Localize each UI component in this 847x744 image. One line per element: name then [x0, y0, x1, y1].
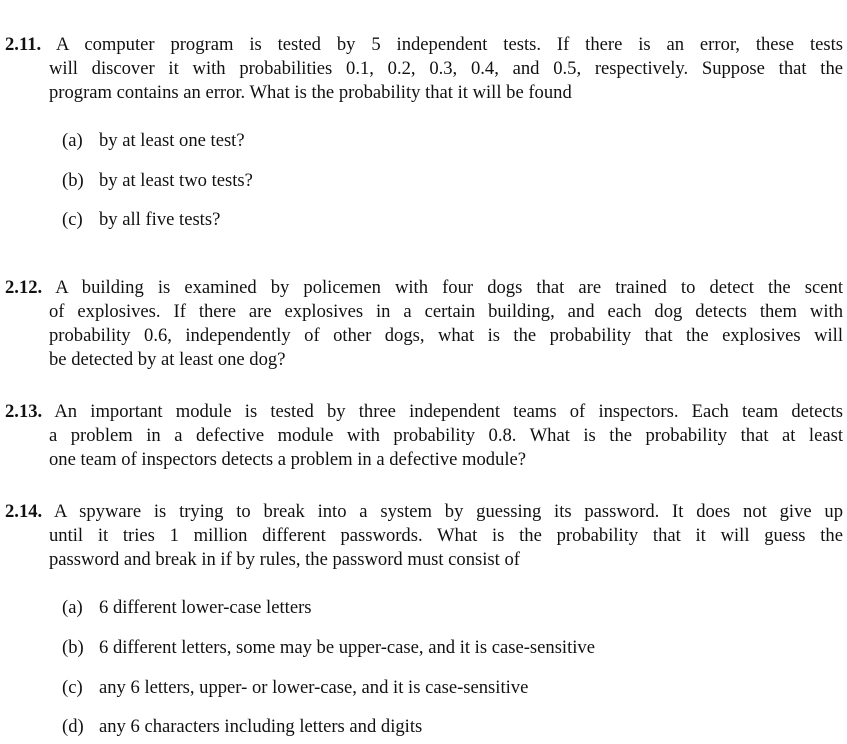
part-label: (b)	[62, 170, 84, 191]
part-label: (d)	[62, 716, 84, 737]
problem-line: be detected by at least one dog?	[49, 349, 286, 370]
part-text: 6 different lower-case letters	[99, 597, 312, 618]
problem-2-11	[5, 33, 843, 105]
part-a	[62, 597, 312, 619]
problem-line: of explosives. If there are explosives in a certain building, and each dog detects them with	[49, 301, 843, 322]
problem-text: A building is examined by policemen with four dogs that are trained to detect the scent	[55, 277, 843, 298]
problem-number: 2.11.	[5, 34, 42, 55]
problem-line	[5, 276, 843, 300]
problem-2-12	[5, 276, 843, 372]
problem-line	[5, 500, 843, 524]
part-text: by at least one test?	[99, 130, 245, 151]
problem-line: program contains an error. What is the probability that it will be found	[49, 82, 572, 103]
problem-text: A computer program is tested by 5 independent tests. If there is an error, these tests	[56, 34, 843, 55]
part-label: (b)	[62, 637, 84, 658]
part-c	[62, 677, 528, 699]
problem-number: 2.13.	[5, 401, 43, 422]
part-c	[62, 209, 220, 231]
part-text: by at least two tests?	[99, 170, 253, 191]
problem-line	[5, 400, 843, 424]
problem-number: 2.14.	[5, 501, 43, 522]
problem-2-14	[5, 500, 843, 572]
part-text: 6 different letters, some may be upper-case, and it is case-sensitive	[99, 637, 595, 658]
problem-number: 2.12.	[5, 277, 43, 298]
problem-line: one team of inspectors detects a problem in a defective module?	[49, 449, 527, 470]
part-label: (a)	[62, 597, 83, 618]
problem-text: A spyware is trying to break into a system by guessing its password. It does not give up	[53, 501, 843, 522]
part-b	[62, 637, 595, 659]
part-text: any 6 characters including letters and digits	[99, 716, 423, 737]
problem-line: until it tries 1 million different passwords. What is the probability that it will guess the	[49, 525, 843, 546]
part-d	[62, 716, 422, 738]
part-a	[62, 130, 245, 152]
problem-2-13	[5, 400, 843, 472]
problem-line: probability 0.6, independently of other dogs, what is the probability that the explosives will	[49, 325, 843, 346]
problem-line: password and break in if by rules, the password must consist of	[49, 549, 520, 570]
problem-line: will discover it with probabilities 0.1, 0.2, 0.3, 0.4, and 0.5, respectively. Suppose that the	[49, 58, 843, 79]
part-text: any 6 letters, upper- or lower-case, and it is case-sensitive	[99, 677, 529, 698]
part-text: by all five tests?	[99, 209, 221, 230]
problem-line: a problem in a defective module with probability 0.8. What is the probability that at least	[49, 425, 843, 446]
problem-text: An important module is tested by three independent teams of inspectors. Each team detects	[54, 401, 844, 422]
part-label: (c)	[62, 677, 83, 698]
part-label: (a)	[62, 130, 83, 151]
part-label: (c)	[62, 209, 83, 230]
part-b	[62, 170, 253, 192]
problem-line	[5, 33, 843, 57]
